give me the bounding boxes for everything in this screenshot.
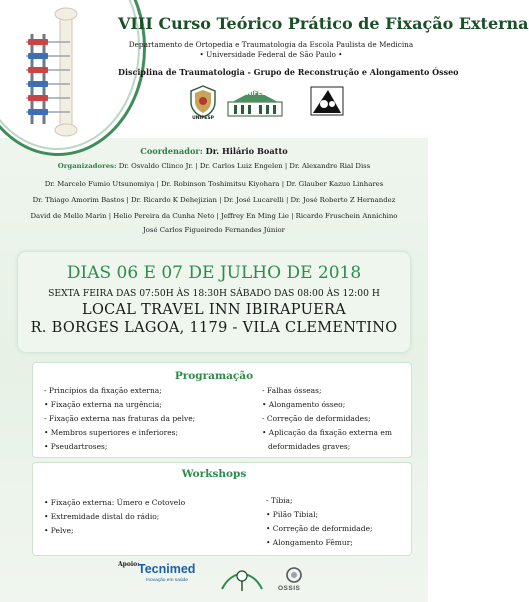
workshops-right-item: - Tíbia;: [266, 496, 293, 505]
organizers-line-2: Dr. Marcelo Fumio Utsunomiya | Dr. Robinson Toshimitsu Kiyohara | Dr. Glauber Kazuo Linhares: [44, 180, 384, 188]
unifesp-seal-label: UNIFESP: [192, 116, 214, 121]
programacao-right-item: • Alongamento ósseo;: [262, 400, 346, 409]
unifesp-seal-logo: [188, 84, 218, 118]
external-fixator-image: [12, 4, 112, 136]
programacao-left-item: • Membros superiores e inferiores;: [44, 428, 179, 437]
organizers-line-4: David de Mello Marin | Helio Pereira da Cunha Neto | Jeffrey En Ming Lie | Ricardo Fruschein Annichino: [30, 212, 398, 220]
workshops-title: Workshops: [181, 468, 247, 480]
event-schedule: SEXTA FEIRA DAS 07:50H ÀS 18:30H SÁBADO DAS 08:00 ÀS 12:00 H: [48, 288, 380, 299]
unifesp-building-label: UNIFESP: [241, 90, 271, 97]
coordinator-name: Dr. Hilário Boatto: [205, 146, 288, 156]
programacao-left-item: • Fixação externa na urgência;: [44, 400, 162, 409]
organizers-line-5: José Carlos Figueiredo Fernandes Júnior: [143, 226, 285, 234]
ossis-icon: [284, 566, 304, 584]
programacao-right-item: deformidades graves;: [268, 442, 351, 451]
programacao-right-item: - Correção de deformidades;: [262, 414, 371, 423]
organizers-label: Organizadores:: [57, 162, 117, 170]
programacao-right-item: - Falhas ósseas;: [262, 386, 322, 395]
programacao-left-item: - Princípios da fixação externa;: [44, 386, 162, 395]
programacao-left-item: • Pseudartroses;: [44, 442, 108, 451]
event-dates: DIAS 06 E 07 DE JULHO DE 2018: [66, 263, 362, 283]
event-venue: LOCAL TRAVEL INN IBIRAPUERA: [82, 302, 346, 318]
university-line: • Universidade Federal de São Paulo •: [199, 50, 343, 59]
coordinator-line: [0, 146, 428, 156]
orthopedics-group-logo: [310, 86, 344, 116]
workshops-right-item: • Alongamento Fêmur;: [266, 538, 353, 547]
workshops-left-item: • Extremidade distal do rádio;: [44, 512, 160, 521]
course-title: VIII Curso Teórico Prático de Fixação Externa: [118, 14, 529, 33]
workshops-right-item: • Correção de deformidade;: [266, 524, 373, 533]
programacao-title: Programação: [174, 370, 254, 382]
programacao-left-item: - Fixação externa nas fraturas da pelve;: [44, 414, 196, 423]
workshops-right-item: • Pilão Tibial;: [266, 510, 319, 519]
tecnimed-logo: Tecnimed: [138, 562, 196, 576]
institution-emblem-logo: [218, 563, 266, 593]
tecnimed-tagline: Inovação em saúde: [146, 578, 188, 583]
workshops-left-item: • Pelve;: [44, 526, 74, 535]
workshops-left-item: • Fixação externa: Úmero e Cotovelo: [44, 498, 186, 507]
event-address: R. BORGES LAGOA, 1179 - VILA CLEMENTINO: [30, 320, 398, 336]
organizers-line-1: [0, 162, 428, 170]
bone-shape: [55, 8, 77, 136]
sponsors-label: Apoio:: [118, 561, 140, 568]
coordinator-label: Coordenador:: [140, 146, 203, 156]
organizers-names-1: Dr. Osvaldo Clinco Jr. | Dr. Carlos Luiz Engelen | Dr. Alexandre Rial Diss: [118, 162, 371, 170]
organizers-line-3: Dr. Thiago Amorim Bastos | Dr. Ricardo K Dehejizian | Dr. José Lucarelli | Dr. José Roberto Z Hernandez: [32, 196, 396, 204]
programacao-right-item: • Aplicação da fixação externa em: [262, 428, 392, 437]
discipline-line: Disciplina de Traumatologia - Grupo de Reconstrução e Alongamento Ósseo: [118, 67, 459, 77]
department-line: Departamento de Ortopedia e Traumatologia da Escola Paulista de Medicina: [128, 40, 414, 49]
ossis-logo-text: OSSIS: [278, 585, 301, 592]
